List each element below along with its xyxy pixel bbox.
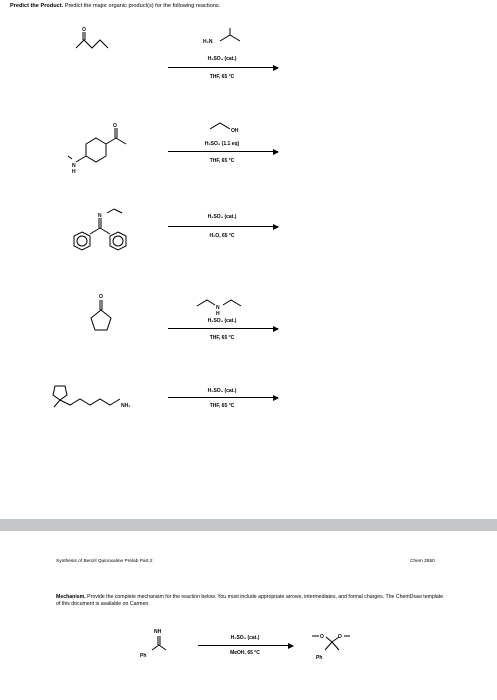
- mechanism-product-dimethyl-acetal: [310, 626, 370, 664]
- reaction-1-reagent-isopropylamine: [200, 28, 260, 50]
- reaction-4-reagent-label: H₂SO₄ (cat.): [207, 318, 237, 324]
- svg-text:O: O: [99, 294, 103, 300]
- reaction-2-substrate-cyclohexyl-ketone: [58, 118, 148, 178]
- reaction-5-reagent-label: H₂SO₄ (cat.): [207, 388, 237, 394]
- reaction-3-condition-label: H₂O, 65 °C: [209, 233, 235, 239]
- reaction-4-condition-label: THF, 65 °C: [209, 335, 235, 341]
- svg-text:H: H: [216, 311, 220, 317]
- svg-text:N: N: [72, 163, 76, 169]
- reaction-1-substrate-ketone: [72, 26, 132, 56]
- reaction-4-reagent-diethylamine: [195, 296, 255, 318]
- reaction-2-arrow: [168, 151, 278, 152]
- page-heading: Predict the Product. Predict the major organic product(s) for the following reactions.: [10, 3, 221, 9]
- svg-text:H₂N: H₂N: [203, 39, 213, 45]
- svg-text:NH: NH: [154, 629, 162, 635]
- page-footer-left: Synthesis of Benzil Quinoxaline Prelab Part 2: [56, 559, 153, 564]
- reaction-1-reagent-label: H₂SO₄ (cat.): [207, 56, 237, 62]
- reaction-3-substrate-imine: [66, 206, 156, 266]
- reaction-2-reagent-label: H₂SO₄ (1.1 eq): [204, 141, 240, 147]
- mechanism-arrow: [198, 645, 293, 646]
- svg-text:NH₂: NH₂: [121, 403, 131, 409]
- svg-text:O: O: [320, 634, 324, 640]
- svg-text:H: H: [72, 169, 76, 175]
- reaction-5-arrow: [168, 397, 278, 398]
- mechanism-condition-label: MeOH, 65 °C: [230, 650, 260, 656]
- reaction-5-condition-label: THF, 65 °C: [209, 403, 235, 409]
- reaction-3-reagent-label: H₂SO₄ (cat.): [207, 214, 237, 220]
- reaction-4-substrate-cyclopentanone: [88, 292, 128, 338]
- reaction-4-arrow: [168, 328, 278, 329]
- reaction-3-arrow: [168, 226, 278, 227]
- svg-text:OH: OH: [231, 128, 239, 134]
- reaction-5-substrate-dioxolane-amine: [45, 380, 155, 416]
- svg-text:N: N: [98, 213, 102, 219]
- reaction-2-condition-label: THF, 65 °C: [209, 158, 235, 164]
- document-page-2: [0, 531, 497, 700]
- svg-text:Ph: Ph: [316, 655, 323, 661]
- svg-text:N: N: [216, 305, 220, 311]
- reaction-1-condition-label: THF, 65 °C: [209, 74, 235, 80]
- mechanism-reagent-label: H₂SO₄ (cat.): [230, 635, 260, 641]
- mechanism-substrate-imine: [140, 627, 190, 665]
- page-separator: [0, 519, 497, 531]
- reaction-1-arrow: [168, 67, 278, 68]
- mechanism-instructions: Mechanism. Provide the complete mechanism for the reaction below. You must include appropriate arrows, intermediates, and formal charges. The ChemDraw template of this document is available on Carmen.: [56, 594, 444, 607]
- svg-text:O: O: [113, 123, 117, 129]
- svg-text:O: O: [82, 27, 86, 33]
- reaction-2-reagent-ethanol: [200, 118, 260, 138]
- svg-text:Ph: Ph: [140, 653, 147, 659]
- page-footer-right: Chem 2550: [410, 559, 435, 564]
- svg-text:O: O: [338, 634, 342, 640]
